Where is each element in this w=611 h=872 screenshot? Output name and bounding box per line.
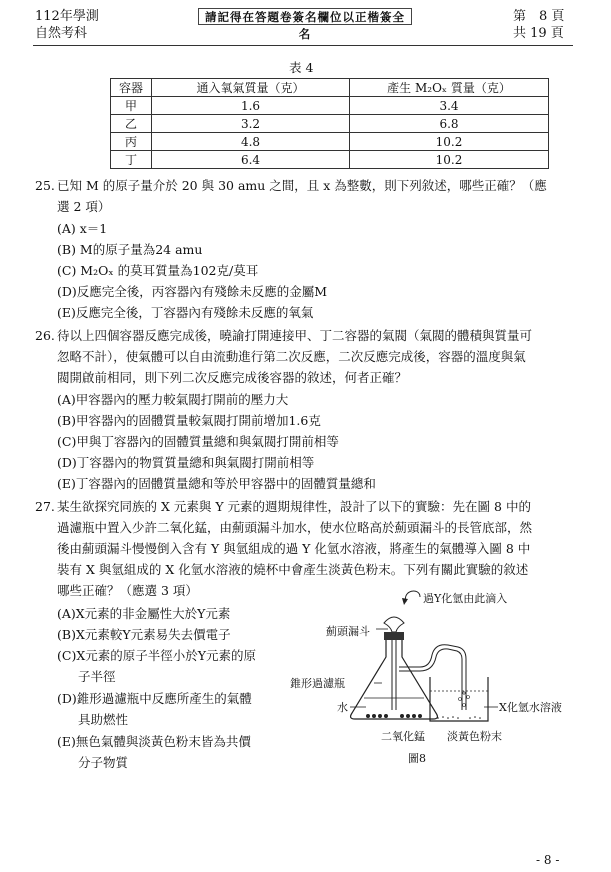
drip-arrow: [405, 591, 420, 602]
table-cell: 3.2: [152, 115, 350, 133]
table-row: [111, 133, 549, 151]
q26-option-c: (C)甲與丁容器內的固體質量總和與氣閥打開前相等: [57, 434, 339, 449]
yellow-powder: [437, 716, 481, 719]
q27-option-c-cont: 子半徑: [78, 669, 116, 684]
question-25-stem: 已知 M 的原子量介於 20 與 30 amu 之間，且 x 為整數，則下列敘述，哪些正確？（應: [57, 178, 547, 193]
q27-option-d: (D)錐形過濾瓶中反應所產生的氣體: [57, 691, 252, 706]
table-cell: 丙: [111, 133, 152, 151]
table-row: [111, 115, 549, 133]
label-drip: 過Y化氫由此滴入: [423, 592, 508, 605]
label-water: 水: [337, 701, 348, 714]
table-header-cell: 容器: [111, 79, 152, 97]
q25-option-b: (B) M的原子量為24 amu: [57, 242, 203, 257]
label-solution: X化氫水溶液: [499, 701, 562, 714]
table-cell: 1.6: [152, 97, 350, 115]
q26-option-b: (B)甲容器內的固體質量較氣閥打開前增加1.6克: [57, 413, 321, 428]
header-rule: [33, 45, 573, 46]
question-27-stem: 哪些正確？（應選 3 項）: [57, 583, 198, 598]
table-row: [111, 151, 549, 169]
q25-option-d: (D)反應完全後，丙容器內有殘餘未反應的金屬M: [57, 284, 328, 299]
table-cell: 甲: [111, 97, 152, 115]
page-number: 第 8 頁: [513, 9, 565, 24]
table-header-cell: 通入氧氣質量（克）: [152, 79, 350, 97]
question-27-number: 27.: [35, 499, 55, 514]
q27-option-a: (A)X元素的非金屬性大於Y元素: [57, 606, 231, 621]
delivery-tube: [399, 645, 466, 710]
q27-option-d-cont: 具助燃性: [78, 712, 129, 727]
q26-option-e: (E)丁容器內的固體質量總和等於甲容器中的固體質量總和: [57, 476, 376, 491]
table-cell: 10.2: [350, 151, 549, 169]
question-26-stem: 待以上四個容器反應完成後，曉諭打開連接甲、丁二容器的氣閥（氣閥的體積與質量可: [57, 328, 533, 343]
question-27-stem: 某生欲探究同族的 X 元素與 Y 元素的週期規律性，設計了以下的實驗：先在圖 8 中的: [57, 499, 531, 514]
subject: 自然考科: [35, 26, 88, 41]
question-25-number: 25.: [35, 178, 55, 193]
table-row: [111, 97, 549, 115]
beaker: [430, 677, 488, 721]
label-mno2: 二氧化錳: [381, 730, 425, 743]
question-27-stem: 過濾瓶中置入少許二氧化錳，由薊頭漏斗加水，使水位略高於薊頭漏斗的長管底部，然: [57, 520, 533, 535]
q27-option-e: (E)無色氣體與淡黃色粉末皆為共價: [57, 734, 251, 749]
table-cell: 3.4: [350, 97, 549, 115]
q26-option-d: (D)丁容器內的物質質量總和與氣閥打開前相等: [57, 455, 315, 470]
table-cell: 乙: [111, 115, 152, 133]
q27-option-b: (B)X元素較Y元素易失去價電子: [57, 627, 231, 642]
label-funnel: 薊頭漏斗: [326, 625, 370, 638]
q27-option-e-cont: 分子物質: [78, 755, 129, 770]
table-cell: 10.2: [350, 133, 549, 151]
label-flask: 錐形過濾瓶: [290, 677, 345, 690]
table-cell: 丁: [111, 151, 152, 169]
q27-option-c: (C)X元素的原子半徑小於Y元素的原: [57, 648, 256, 663]
table-cell: 4.8: [152, 133, 350, 151]
figure-caption: 圖8: [408, 752, 426, 765]
table-header-cell: 產生 M₂Oₓ 質量（克）: [350, 79, 549, 97]
table-cell: 6.4: [152, 151, 350, 169]
table-caption: 表 4: [289, 60, 314, 75]
question-27-stem: 後由薊頭漏斗慢慢倒入含有 Y 與氫組成的過 Y 化氫水溶液，將產生的氣體導入圖 8 中: [57, 541, 531, 556]
question-25-stem: 選 2 項）: [57, 199, 111, 214]
table-cell: 6.8: [350, 115, 549, 133]
page-marker: - 8 -: [536, 853, 560, 867]
label-powder: 淡黃色粉末: [447, 730, 502, 743]
q25-option-a: (A) x＝1: [57, 221, 108, 236]
stopper: [384, 632, 404, 640]
exam-year: 112年學測: [35, 9, 99, 24]
drip-arrow-head: [402, 598, 408, 605]
q25-option-c: (C) M₂Oₓ 的莫耳質量為102克/莫耳: [57, 263, 259, 278]
page-total: 共 19 頁: [513, 26, 564, 41]
question-27-stem: 裝有 X 與氫組成的 X 化氫水溶液的燒杯中會產生淡黃色粉末。下列有關此實驗的敘述: [57, 562, 529, 577]
question-26-stem: 忽略不計），使氣體可以自由流動進行第二次反應，二次反應完成後，容器的溫度與氣: [57, 349, 526, 364]
gas-bubbles: [459, 692, 470, 707]
q26-option-a: (A)甲容器內的壓力較氣閥打開前的壓力大: [57, 392, 289, 407]
table-header-row: [111, 79, 549, 97]
question-26-stem: 閥開啟前相同，則下列二次反應完成後容器的敘述，何者正確？: [57, 370, 408, 385]
mno2-particles: [366, 714, 422, 718]
signature-notice: 請記得在答題卷簽名欄位以正楷簽全名: [198, 8, 412, 25]
thistle-funnel-bulb: [384, 617, 404, 632]
q25-option-e: (E)反應完全後，丁容器內有殘餘未反應的氧氣: [57, 305, 314, 320]
question-26-number: 26.: [35, 328, 55, 343]
table-4: [110, 78, 549, 169]
